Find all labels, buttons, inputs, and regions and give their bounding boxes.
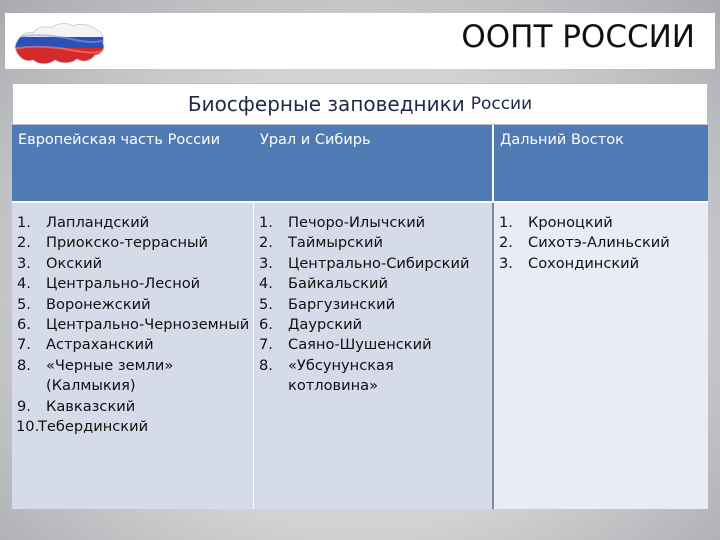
list-item: 6. Даурский (259, 316, 363, 334)
list-item: 8. «Черные земли» (Калмыкия) (17, 356, 174, 395)
list-item: 3. Сохондинский (499, 254, 640, 272)
list-item: 4. Центрально-Лесной (17, 275, 201, 293)
page-title: ООПТ РОССИИ (461, 19, 695, 55)
slide-header (5, 13, 715, 69)
caption-country: России (470, 94, 533, 114)
list-item: 5. Баргузинский (259, 295, 396, 313)
caption-main: Биосферные заповедники (187, 92, 465, 116)
list-item: 5. Воронежский (17, 295, 151, 313)
list-item: 4. Байкальский (259, 275, 388, 293)
table-caption (12, 83, 708, 125)
list-item: 2. Сихотэ-Алиньский (499, 234, 670, 252)
list-item: 10. Тебердинский (16, 418, 149, 436)
column-urals-siberia (254, 203, 494, 509)
russia-flag-map-icon (11, 17, 107, 69)
list-item: 7. Астраханский (17, 336, 154, 354)
list-item: 3. Центрально-Сибирский (259, 254, 470, 272)
list-item: 1. Печоро-Илычский (259, 214, 426, 231)
table-body-row (12, 203, 708, 509)
list-item: 1. Кроноцкий (499, 214, 613, 231)
list-item: 9. Кавказский (17, 397, 136, 415)
list-item: 2. Приокско-террасный (17, 234, 209, 252)
list-item: 8. «Убсунунская котловина» (259, 356, 394, 395)
reserves-table (12, 83, 708, 509)
table-header-row (12, 125, 708, 203)
list-item: 2. Таймырский (259, 234, 383, 252)
column-header-urals-siberia: Урал и Сибирь (254, 125, 494, 201)
column-europe (12, 203, 254, 509)
column-header-europe: Европейская часть России (18, 132, 220, 148)
column-header-far-east: Дальний Восток (500, 132, 624, 148)
column-far-east (494, 203, 708, 509)
list-item: 7. Саяно-Шушенский (259, 336, 432, 354)
list-item: 6. Центрально-Черноземный (17, 316, 250, 334)
list-item: 3. Окский (17, 254, 103, 272)
list-item: 1. Лапландский (17, 214, 150, 231)
